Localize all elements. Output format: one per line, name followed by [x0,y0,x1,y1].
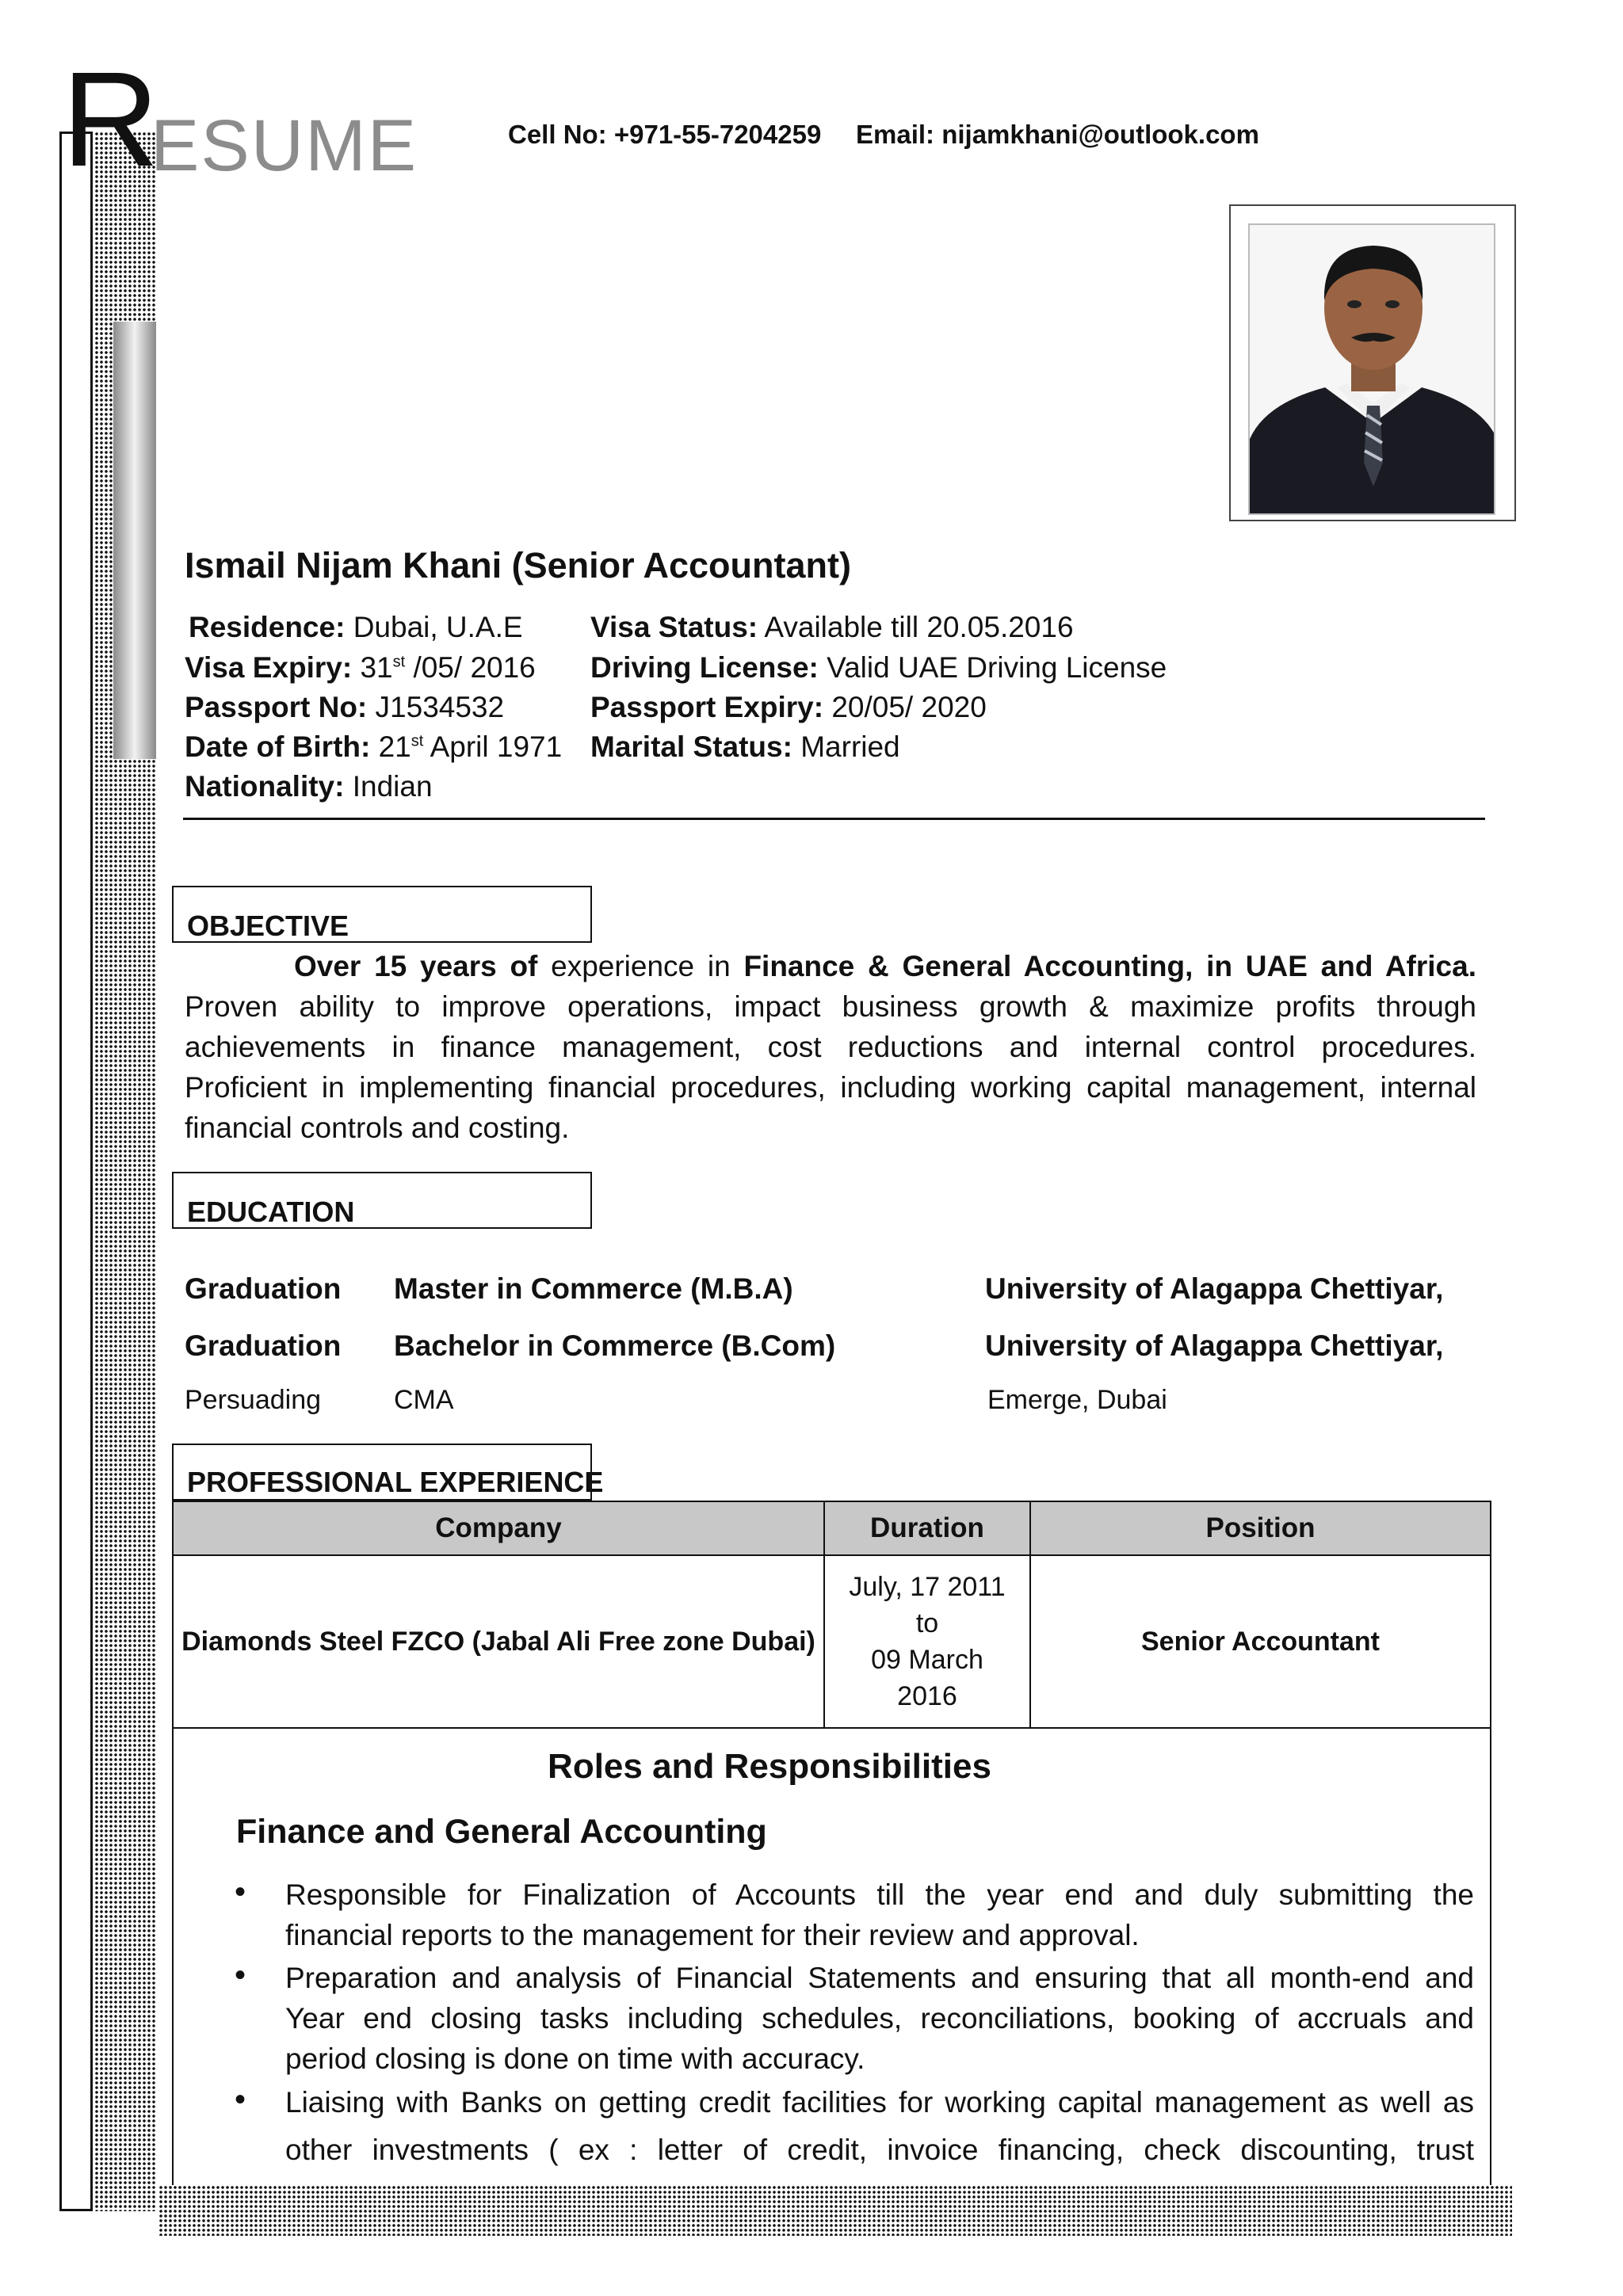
passport-expiry-label: Passport Expiry: [590,691,824,723]
person-portrait-icon [1250,225,1495,515]
passport-value: J1534532 [375,691,505,723]
visa-status-value: Available till 20.05.2016 [764,611,1074,643]
person-name: Ismail Nijam Khani (Senior Accountant) [185,545,851,585]
responsibility-line: period closing is done on time with accuracy. [285,2042,865,2075]
education-degree: Bachelor in Commerce (B.Com) [394,1329,836,1362]
resume-title-initial: R [62,44,159,195]
education-institute: Emerge, Dubai [987,1385,1167,1415]
objective-line-2: Proven ability to improve operations, impact business growth & maximize profits through [185,990,1476,1023]
education-level: Graduation [185,1329,342,1362]
left-gradient-bar [113,322,156,759]
cell-number: Cell No: +971-55-7204259 [508,120,822,149]
nationality-value: Indian [352,770,433,803]
responsibility-line: Preparation and analysis of Financial Statements and ensuring that all month-end and [285,1962,1474,1994]
objective-heading: OBJECTIVE [187,910,349,942]
duration-end-date: 09 March [871,1645,983,1675]
dob-rest: April 1971 [430,730,563,763]
duration-start: July, 17 2011 [849,1572,1006,1602]
objective-line-3: achievements in finance management, cost reductions and internal control procedures. [185,1031,1476,1063]
duration-to: to [915,1608,939,1638]
visa-status-label: Visa Status: [590,611,758,643]
objective-text-1: experience in [537,950,744,982]
education-level: Persuading [185,1385,322,1415]
roles-heading: Roles and Responsibilities [548,1747,991,1786]
objective-line-1 [185,946,1476,986]
experience-heading: PROFESSIONAL EXPERIENCE [187,1466,604,1498]
education-institute: University of Alagappa Chettiyar, [985,1329,1444,1362]
responsibility-line: other investments ( ex : letter of credit, invoice financing, check discounting, trust [285,2134,1474,2166]
bullet-icon: • [235,2082,246,2117]
education-heading: EDUCATION [187,1196,355,1228]
residence-value: Dubai, U.A.E [353,611,523,643]
table-cell-company: Diamonds Steel FZCO (Jabal Ali Free zone Dubai) [172,1554,825,1729]
driving-license-label: Driving License: [590,651,819,684]
responsibility-line: financial reports to the management for their review and approval. [285,1919,1140,1951]
resume-title: ESUME [151,105,418,186]
residence-label: Residence: [189,611,346,643]
left-border-strip [59,132,93,2211]
dob-field [185,731,562,763]
bottom-dotted-strip [158,2185,1512,2236]
divider [183,818,1485,820]
visa-expiry-suffix: st [392,653,406,671]
marital-status-label: Marital Status: [590,730,792,763]
visa-status-field [590,612,1074,643]
table-header-position: Position [1029,1501,1491,1556]
responsibility-line: Year end closing tasks including schedules, reconciliations, booking of accruals and [285,2002,1474,2035]
duration-end-year: 2016 [897,1681,957,1711]
driving-license-value: Valid UAE Driving License [827,651,1167,684]
profile-photo [1248,223,1495,515]
objective-highlight-1: Over 15 years of [294,950,538,982]
responsibility-line: Liaising with Banks on getting credit facilities for working capital management as well as [285,2086,1474,2119]
table-header-duration: Duration [823,1501,1031,1556]
bullet-icon: • [235,1958,246,1993]
passport-label: Passport No: [185,691,368,723]
nationality-field [185,771,433,803]
passport-expiry-field [590,692,987,723]
passport-expiry-value: 20/05/ 2020 [831,691,987,723]
dob-day: 21 [378,730,411,763]
visa-expiry-rest: /05/ 2016 [413,651,536,684]
table-cell-position: Senior Accountant [1029,1554,1491,1729]
email-address: Email: nijamkhani@outlook.com [856,120,1259,149]
bullet-icon: • [235,1875,246,1909]
dob-label: Date of Birth: [185,730,371,763]
marital-status-value: Married [800,730,900,763]
passport-field [185,692,504,723]
dob-suffix: st [411,732,424,750]
education-level: Graduation [185,1272,342,1305]
education-institute: University of Alagappa Chettiyar, [985,1272,1444,1305]
driving-license-field [590,652,1167,684]
objective-line-4: Proficient in implementing financial procedures, including working capital management, internal [185,1071,1476,1104]
marital-status-field [590,731,900,763]
table-cell-duration [823,1554,1031,1729]
nationality-label: Nationality: [185,770,345,803]
table-header-company: Company [172,1501,825,1556]
visa-expiry-label: Visa Expiry: [185,651,353,684]
objective-line-5: financial controls and costing. [185,1112,570,1144]
responsibility-line: Responsible for Finalization of Accounts till the year end and duly submitting the [285,1878,1474,1911]
visa-expiry-day: 31 [360,651,393,684]
objective-highlight-2: Finance & General Accounting, in UAE and Africa. [743,950,1476,982]
visa-expiry-field [185,652,536,684]
residence-field [189,612,523,643]
area-heading: Finance and General Accounting [236,1813,767,1851]
education-degree: CMA [394,1385,454,1415]
education-degree: Master in Commerce (M.B.A) [394,1272,793,1305]
